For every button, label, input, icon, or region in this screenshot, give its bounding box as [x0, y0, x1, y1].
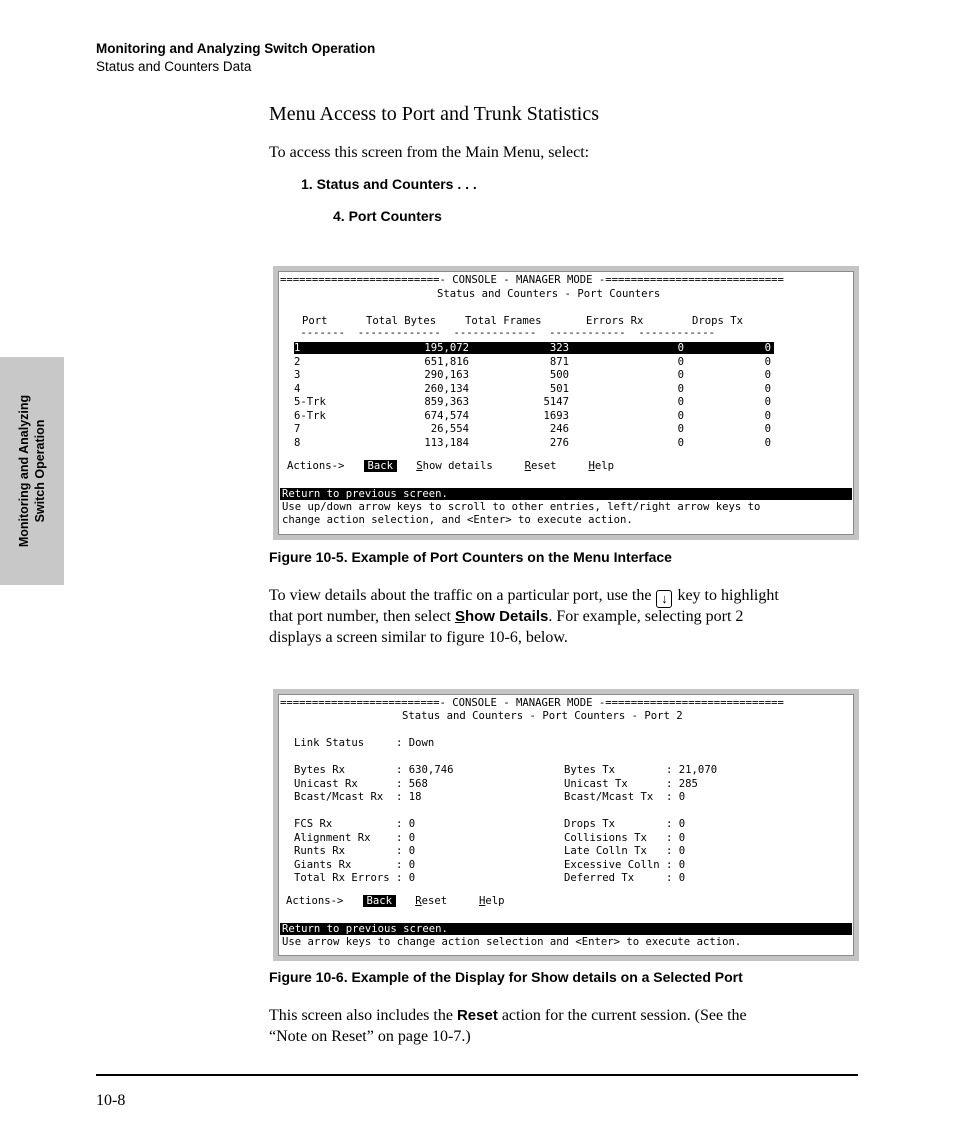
left-stat-line: Total Rx Errors : 0	[294, 872, 416, 884]
console-screen-port-counters	[273, 266, 859, 540]
actions-bar	[287, 460, 614, 472]
help-text-line-2: change action selection, and <Enter> to execute action.	[282, 514, 633, 526]
menu-path-step-2: 4. Port Counters	[333, 208, 442, 224]
table-row[interactable]	[294, 342, 774, 354]
table-cell: 859,363	[424, 396, 469, 408]
chapter-side-tab-label	[16, 395, 48, 547]
reset-label-2: eset	[421, 895, 448, 907]
table-cell: 113,184	[424, 436, 469, 449]
table-row[interactable]	[294, 369, 774, 381]
help-text-line-1: Use up/down arrow keys to scroll to other entries, left/right arrow keys to	[282, 501, 761, 513]
paragraph-show-details-line-1	[269, 585, 779, 608]
section-title: Menu Access to Port and Trunk Statistics	[269, 103, 600, 125]
reset-term: Reset	[456, 1007, 498, 1024]
help-label-2: elp	[485, 895, 505, 907]
intro-paragraph: To access this screen from the Main Menu, select:	[269, 144, 590, 161]
col-header-total-bytes: Total Bytes	[366, 315, 437, 327]
table-cell: 2	[294, 355, 301, 368]
back-button[interactable]: Back	[364, 460, 398, 472]
table-cell: 1693	[543, 409, 569, 422]
table-cell: 4	[294, 382, 301, 395]
right-stat-line: Collisions Tx : 0	[564, 831, 686, 844]
console-screen-title: Status and Counters - Port Counters	[437, 288, 661, 300]
right-stat-line: Deferred Tx : 0	[564, 872, 686, 884]
table-row[interactable]	[294, 396, 774, 408]
table-cell: 0	[764, 409, 771, 422]
table-cell: 0	[677, 436, 684, 449]
page-number: 10-8	[96, 1092, 126, 1109]
table-cell: 0	[677, 396, 684, 408]
table-cell: 3	[294, 369, 301, 381]
left-stat-line: Bcast/Mcast Rx : 18	[294, 791, 422, 803]
table-cell: 323	[549, 342, 569, 354]
table-cell: 0	[764, 436, 771, 449]
right-stat-line: Bcast/Mcast Tx : 0	[564, 791, 686, 803]
table-cell: 0	[677, 409, 684, 422]
table-cell: 0	[677, 382, 684, 395]
col-header-port: Port	[302, 315, 328, 327]
figure-caption-10-5: Figure 10-5. Example of Port Counters on the Menu Interface	[269, 549, 672, 565]
help-label: elp	[594, 460, 614, 472]
left-stat-line: FCS Rx : 0	[294, 818, 416, 830]
help-button-2[interactable]	[479, 895, 505, 907]
left-stat-line: Alignment Rx : 0	[294, 831, 416, 844]
show-details-term	[455, 608, 548, 625]
right-stat-line: Bytes Tx : 21,070	[564, 764, 718, 776]
help-button[interactable]	[588, 460, 614, 472]
left-stat-line: Unicast Rx : 568	[294, 777, 428, 790]
table-cell: 276	[549, 436, 569, 449]
table-row[interactable]	[294, 410, 774, 422]
table-cell: 246	[549, 423, 569, 435]
reset-button-2[interactable]	[415, 895, 447, 907]
show-details-term-rest: how Details	[464, 608, 549, 625]
table-cell: 0	[764, 396, 771, 408]
console-banner-2: =========================- CONSOLE - MANAGER MODE -============================	[280, 697, 784, 709]
status-message-bar-2: Return to previous screen.	[280, 923, 852, 935]
show-details-term-hotkey: S	[454, 608, 465, 625]
table-cell: 0	[677, 369, 684, 381]
right-stat-line: Unicast Tx : 285	[564, 777, 698, 790]
table-cell: 6-Trk	[294, 409, 326, 422]
table-row[interactable]	[294, 437, 774, 449]
reset-hotkey: R	[524, 460, 532, 472]
console-screen-title-2: Status and Counters - Port Counters - Port 2	[402, 710, 683, 722]
show-details-label: how details	[422, 460, 493, 472]
show-details-button[interactable]	[416, 460, 493, 472]
left-stat-line: Bytes Rx : 630,746	[294, 764, 454, 776]
table-cell: 0	[677, 423, 684, 435]
table-cell: 5147	[543, 396, 569, 408]
help-hotkey-2: H	[479, 895, 486, 907]
table-cell: 500	[549, 369, 569, 381]
right-stat-line: Drops Tx : 0	[564, 818, 686, 830]
para2-text-4: . For example, selecting port 2	[548, 608, 744, 625]
side-tab-line-2: Switch Operation	[33, 419, 47, 523]
table-cell: 651,816	[424, 355, 469, 368]
running-header-subtitle: Status and Counters Data	[96, 59, 252, 74]
table-row[interactable]	[294, 383, 774, 395]
chapter-side-tab	[0, 357, 64, 585]
right-stat-line: Excessive Colln : 0	[564, 858, 686, 871]
table-cell: 674,574	[424, 409, 469, 422]
table-header-row	[294, 315, 774, 327]
col-header-errors-rx: Errors Rx	[586, 315, 644, 327]
table-cell: 26,554	[430, 423, 469, 435]
console-banner: =========================- CONSOLE - MANAGER MODE -============================	[280, 274, 784, 286]
para3-text-2: action for the current session. (See the	[501, 1007, 747, 1024]
left-stat-line: Giants Rx : 0	[294, 858, 416, 871]
footer-rule	[96, 1074, 858, 1076]
actions-label-2: Actions->	[286, 895, 344, 907]
reset-hotkey-2: R	[415, 895, 422, 907]
status-message-bar: Return to previous screen.	[280, 488, 852, 500]
help-text-line-2-1: Use arrow keys to change action selection and <Enter> to execute action.	[282, 936, 742, 948]
table-cell: 290,163	[424, 369, 469, 381]
table-cell: 8	[294, 436, 301, 449]
help-hotkey: H	[588, 460, 595, 472]
para2-text-3: that port number, then select	[269, 608, 451, 625]
col-header-total-frames: Total Frames	[465, 315, 542, 327]
table-cell: 0	[677, 355, 684, 368]
para2-text-2: key to highlight	[677, 587, 779, 604]
table-cell: 501	[549, 382, 569, 395]
console-screen-port-2-details	[273, 689, 859, 961]
table-cell: 195,072	[424, 342, 469, 354]
para3-text-1: This screen also includes the	[269, 1007, 453, 1024]
para2-text-1: To view details about the traffic on a particular port, use the	[269, 587, 652, 604]
table-header-rule: ------- ------------- ------------- ------------ ------------	[294, 327, 715, 339]
reset-label: eset	[531, 460, 557, 472]
table-cell: 871	[549, 355, 569, 368]
reset-button[interactable]	[525, 460, 557, 472]
table-cell: 0	[764, 369, 771, 381]
table-cell: 0	[764, 355, 771, 368]
show-details-hotkey: S	[416, 460, 423, 472]
left-stat-line: Runts Rx : 0	[294, 845, 416, 857]
running-header-title: Monitoring and Analyzing Switch Operation	[96, 41, 376, 56]
back-button-2[interactable]: Back	[363, 895, 397, 907]
paragraph-show-details-line-3: displays a screen similar to figure 10-6, below.	[269, 629, 568, 646]
table-cell: 0	[764, 423, 771, 435]
table-cell: 0	[764, 342, 771, 354]
paragraph-reset-line-2: “Note on Reset” on page 10-7.)	[269, 1028, 471, 1045]
actions-bar-2	[286, 895, 505, 907]
table-cell: 0	[764, 382, 771, 395]
side-tab-line-1: Monitoring and Analyzing	[17, 394, 31, 548]
down-arrow-key-icon: ↓	[656, 590, 672, 608]
link-status-line: Link Status : Down	[294, 737, 435, 749]
paragraph-show-details-line-2	[269, 606, 743, 627]
table-cell: 260,134	[424, 382, 469, 395]
table-row[interactable]	[294, 423, 774, 435]
menu-path-step-1: 1. Status and Counters . . .	[301, 176, 477, 192]
table-cell: 1	[294, 342, 301, 354]
actions-label: Actions->	[287, 460, 345, 472]
table-row[interactable]	[294, 356, 774, 368]
paragraph-reset-line-1	[269, 1005, 747, 1026]
figure-caption-10-6: Figure 10-6. Example of the Display for Show details on a Selected Port	[269, 969, 743, 985]
col-header-drops-tx: Drops Tx	[692, 315, 744, 327]
right-stat-line: Late Colln Tx : 0	[564, 845, 686, 857]
table-cell: 0	[677, 342, 684, 354]
table-cell: 5-Trk	[294, 396, 326, 408]
table-cell: 7	[294, 423, 301, 435]
